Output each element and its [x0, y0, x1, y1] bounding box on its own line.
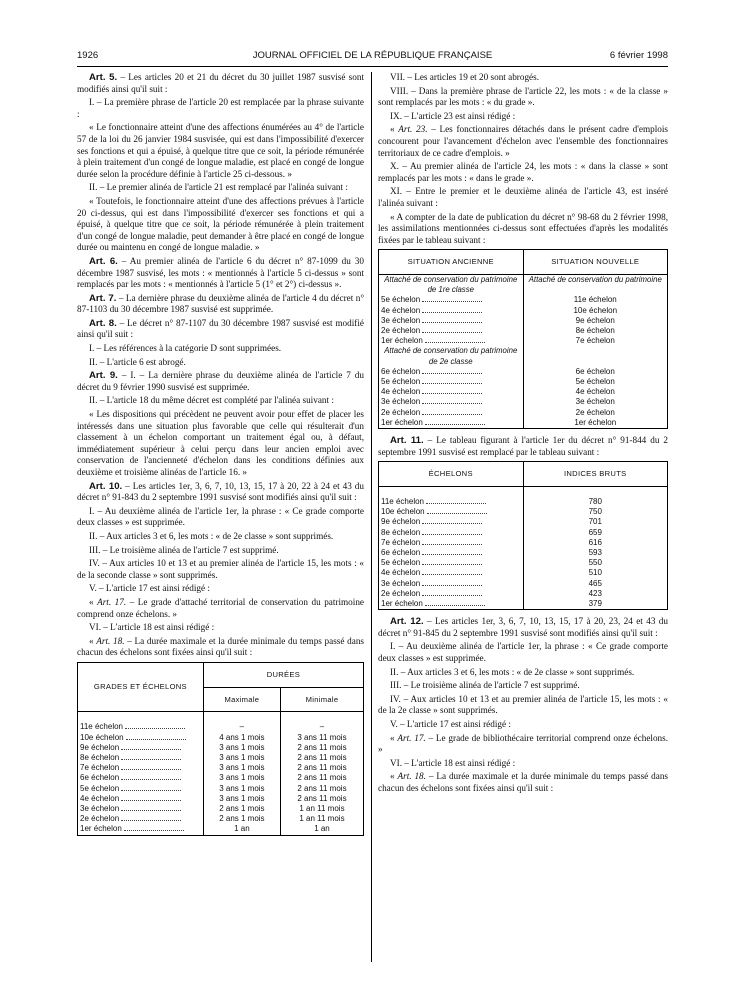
duree-min-cell: 1 an 11 mois	[280, 814, 363, 824]
leader-dots	[422, 579, 482, 586]
duree-min-cell: 2 ans 11 mois	[280, 743, 363, 753]
echelon-label: 1er échelon	[381, 336, 423, 346]
indice-cell: 550	[523, 558, 668, 568]
echelon-label: 3e échelon	[381, 315, 421, 325]
echelon-label: 3e échelon	[381, 397, 421, 407]
table-body	[78, 712, 364, 835]
duree-max-cell: 4 ans 1 mois	[203, 733, 280, 743]
journal-title: JOURNAL OFFICIEL DE LA RÉPUBLIQUE FRANÇAISE	[252, 50, 493, 61]
article-11: Art. 11. – Le tableau figurant à l'article 1er du décret n° 91-844 du 2 septembre 1991 susvisé est remplacé par le tableau suivant :	[378, 434, 668, 457]
column-header: SITUATION ANCIENNE	[379, 250, 524, 275]
paragraph: II. – Le premier alinéa de l'article 21 est remplacé par l'alinéa suivant :	[89, 182, 348, 193]
leader-dots	[126, 733, 186, 740]
echelon-cell	[78, 763, 204, 773]
paragraph: VII. – Les articles 19 et 20 sont abrogés.	[390, 72, 540, 82]
old-echelon-cell	[379, 295, 524, 305]
echelon-label: 6e échelon	[381, 366, 421, 376]
table-row	[379, 408, 668, 418]
paragraph: « Art. 23. – Les fonctionnaires détachés dans le présent cadre d'emplois concourent pour l'avancement d'échelon avec l'ensemble des fonctionnaires territoriaux de ce cadre d'emplois. »	[378, 124, 668, 158]
header-rule	[77, 66, 668, 67]
echelon-label: 1er échelon	[80, 824, 122, 834]
left-column	[77, 72, 364, 842]
paragraph: VI. – L'article 18 est ainsi rédigé :	[89, 622, 215, 633]
leader-dots	[422, 295, 482, 302]
leader-dots	[121, 804, 181, 811]
article-12: Art. 12. – Les articles 1er, 3, 6, 7, 10, 13, 15, 17 à 20, 23, 24 et 43 du décret n° 91-845 du 2 septembre 1991 susvisé sont modifiés ainsi qu'il suit :	[378, 616, 668, 638]
leader-dots	[422, 377, 482, 384]
leader-dots	[422, 326, 482, 333]
leader-dots	[422, 517, 482, 524]
echelon-label: 4e échelon	[381, 305, 421, 315]
leader-dots	[422, 558, 482, 565]
table-row	[78, 804, 364, 814]
table-row	[379, 579, 668, 589]
echelon-cell	[78, 804, 204, 814]
table-row	[379, 336, 668, 346]
duree-min-cell: 2 ans 11 mois	[280, 784, 363, 794]
echelon-cell	[78, 794, 204, 804]
leader-dots	[121, 794, 181, 801]
table-row	[379, 538, 668, 548]
leader-dots	[121, 814, 181, 821]
leader-dots	[426, 497, 486, 504]
echelon-cell	[78, 784, 204, 794]
new-echelon-cell: 4e échelon	[523, 387, 668, 397]
duree-min-cell: 3 ans 11 mois	[280, 733, 363, 743]
table-body	[379, 274, 668, 428]
old-echelon-cell	[379, 316, 524, 326]
paragraph: II. – L'article 18 du même décret est complété par l'alinéa suivant :	[89, 395, 334, 406]
leader-dots	[125, 722, 185, 729]
duree-max-cell: –	[203, 722, 280, 732]
indices-table	[378, 461, 668, 610]
column-separator	[371, 72, 372, 962]
table-row	[78, 824, 364, 835]
spacer-row	[78, 712, 364, 723]
column-header: SITUATION NOUVELLE	[523, 250, 668, 275]
table-cell	[280, 712, 363, 723]
table-row	[78, 753, 364, 763]
duree-min-cell: 2 ans 11 mois	[280, 794, 363, 804]
echelon-label: 2e échelon	[80, 814, 120, 824]
indice-cell: 379	[523, 599, 668, 610]
table-row	[379, 528, 668, 538]
leader-dots	[422, 548, 482, 555]
leader-dots	[422, 538, 482, 545]
leader-dots	[121, 743, 181, 750]
article-7: Art. 7. – La dernière phrase du deuxième alinéa de l'article 4 du décret n° 87-1103 du 30 décembre 1987 susvisé est supprimée.	[77, 292, 364, 315]
echelon-cell	[379, 568, 524, 578]
column-group-header: DURÉES	[203, 662, 363, 687]
echelon-cell	[379, 538, 524, 548]
leader-dots	[427, 507, 487, 514]
table-row	[379, 316, 668, 326]
leader-dots	[425, 418, 485, 425]
echelon-label: 2e échelon	[381, 588, 421, 598]
old-echelon-cell	[379, 418, 524, 429]
echelon-label: 5e échelon	[381, 295, 421, 305]
paragraph: VIII. – Dans la première phrase de l'article 22, les mots : « de la classe » sont remplacés par les mots : « du grade ».	[378, 85, 668, 108]
paragraph: III. – Le troisième alinéa de l'article 7 est supprimé.	[89, 544, 279, 555]
leader-dots	[121, 784, 181, 791]
echelon-label: 8e échelon	[381, 527, 421, 537]
paragraph: « Art. 17. – Le grade de bibliothécaire territorial comprend onze échelons. »	[378, 732, 669, 755]
echelon-label: 5e échelon	[80, 783, 120, 793]
echelon-label: 4e échelon	[381, 568, 421, 578]
echelon-cell	[379, 497, 524, 507]
duree-max-cell: 3 ans 1 mois	[203, 784, 280, 794]
durees-table	[77, 662, 364, 836]
echelon-cell	[78, 722, 204, 732]
duree-min-cell: 2 ans 11 mois	[280, 763, 363, 773]
table-row	[78, 743, 364, 753]
echelon-label: 1er échelon	[381, 598, 423, 608]
leader-dots	[422, 306, 482, 313]
old-echelon-cell	[379, 387, 524, 397]
old-echelon-cell	[379, 377, 524, 387]
table-row	[379, 497, 668, 507]
echelon-cell	[379, 589, 524, 599]
leader-dots	[425, 599, 485, 606]
echelon-label: 6e échelon	[80, 773, 120, 783]
table-row	[379, 306, 668, 316]
indice-cell: 750	[523, 507, 668, 517]
indice-cell: 616	[523, 538, 668, 548]
table-row	[379, 377, 668, 387]
echelon-label: 5e échelon	[381, 376, 421, 386]
echelon-cell	[78, 814, 204, 824]
duree-max-cell: 1 an	[203, 824, 280, 835]
paragraph: VI. – L'article 18 est ainsi rédigé :	[390, 757, 516, 768]
echelon-label: 7e échelon	[381, 537, 421, 547]
echelon-cell	[379, 599, 524, 610]
paragraph: « Art. 17. – Le grade d'attaché territorial de conservation du patrimoine comprend onze échelons. »	[77, 596, 364, 619]
paragraph: « Toutefois, le fonctionnaire atteint d'une des affections prévues à l'article 20 ci-dessus, qui est dans l'impossibilité d'exercer ses fonctions et qui a épuisé, à quelque titre que ce soit, la période rémunérée à plein traitement d'un congé de longue maladie, peut demander à être placé en congé de longue durée ou maintenu en congé de longue maladie. »	[77, 195, 364, 253]
duree-min-cell: 1 an 11 mois	[280, 804, 363, 814]
table-row	[78, 794, 364, 804]
echelon-label: 9e échelon	[381, 517, 421, 527]
group-label-old: Attaché de conservation du patrimoine de 1re classe	[384, 274, 518, 295]
indice-cell: 593	[523, 548, 668, 558]
echelon-label: 3e échelon	[381, 578, 421, 588]
page-number: 1926	[77, 50, 99, 61]
echelon-cell	[78, 733, 204, 743]
paragraph: II. – Aux articles 3 et 6, les mots : « de 2e classe » sont supprimés.	[390, 666, 635, 677]
table-cell	[203, 712, 280, 723]
echelon-label: 7e échelon	[80, 763, 120, 773]
leader-dots	[422, 387, 482, 394]
column-header: Minimale	[280, 687, 363, 712]
indice-cell: 465	[523, 579, 668, 589]
group-row	[379, 274, 668, 295]
article-9: Art. 9. – I. – La dernière phrase du deuxième alinéa de l'article 7 du décret du 9 février 1990 susvisé est supprimée.	[77, 370, 364, 392]
table-row	[78, 763, 364, 773]
duree-min-cell: 2 ans 11 mois	[280, 753, 363, 763]
new-echelon-cell: 3e échelon	[523, 397, 668, 407]
echelon-label: 10e échelon	[80, 732, 124, 742]
paragraph: IV. – Aux articles 10 et 13 et au premier alinéa de l'article 15, les mots : « de la seconde classe » sont supprimés.	[77, 558, 364, 580]
paragraph: V. – L'article 17 est ainsi rédigé :	[390, 718, 511, 729]
leader-dots	[422, 316, 482, 323]
echelon-cell	[379, 579, 524, 589]
table-row	[379, 517, 668, 527]
article-8: Art. 8. – Le décret n° 87-1107 du 30 décembre 1987 susvisé est modifié ainsi qu'il suit :	[77, 317, 364, 340]
echelon-cell	[78, 824, 204, 835]
new-echelon-cell: 9e échelon	[523, 316, 668, 326]
group-row	[379, 346, 668, 366]
table-cell	[379, 486, 524, 497]
column-header: Maximale	[203, 687, 280, 712]
page-header	[77, 50, 668, 64]
duree-max-cell: 3 ans 1 mois	[203, 763, 280, 773]
paragraph: III. – Le troisième alinéa de l'article 7 est supprimé.	[390, 680, 580, 691]
new-echelon-cell: 2e échelon	[523, 408, 668, 418]
echelon-label: 11e échelon	[80, 722, 123, 732]
leader-dots	[422, 528, 482, 535]
table-row	[379, 568, 668, 578]
paragraph: I. – La première phrase de l'article 20 est remplacée par la phrase suivante :	[77, 97, 364, 119]
paragraph: I. – Au deuxième alinéa de l'article 1er, la phrase : « Ce grade comporte deux classes » est supprimée.	[378, 641, 668, 663]
echelon-label: 2e échelon	[381, 407, 421, 417]
old-echelon-cell	[379, 408, 524, 418]
table-row	[379, 397, 668, 407]
echelon-cell	[379, 517, 524, 527]
table-row	[379, 558, 668, 568]
echelon-label: 1er échelon	[381, 417, 423, 427]
echelon-cell	[379, 548, 524, 558]
echelon-cell	[379, 558, 524, 568]
column-header: GRADES ET ÉCHELONS	[78, 662, 204, 711]
echelon-cell	[379, 528, 524, 538]
new-echelon-cell: 5e échelon	[523, 377, 668, 387]
article-6: Art. 6. – Au premier alinéa de l'article 6 du décret n° 87-1099 du 30 décembre 1987 susvisé, les mots : « mentionnés à l'article 5 ci-dessus » sont remplacés par les mots : « mentionnés à l'article 5 (1° et 2°) ci-dessus ».	[77, 255, 364, 290]
paragraph: « Art. 18. – La durée maximale et la durée minimale du temps passé dans chacun des échelons sont fixées ainsi qu'il suit :	[378, 771, 669, 793]
new-echelon-cell: 10e échelon	[523, 306, 668, 316]
indice-cell: 659	[523, 528, 668, 538]
table-row	[78, 722, 364, 732]
right-column	[378, 72, 668, 796]
paragraph: « Art. 18. – La durée maximale et la durée minimale du temps passé dans chacun des échelons sont fixées ainsi qu'il suit :	[77, 635, 364, 658]
old-echelon-cell	[379, 397, 524, 407]
paragraph: « A compter de la date de publication du décret n° 98-68 du 2 février 1998, les assimilations mentionnées ci-dessus sont effectuées d'après les modalités fixées par le tableau suivant :	[378, 211, 668, 245]
duree-min-cell: 2 ans 11 mois	[280, 773, 363, 783]
new-echelon-cell: 7e échelon	[523, 336, 668, 346]
indice-cell: 701	[523, 517, 668, 527]
paragraph: IV. – Aux articles 10 et 13 et au premier alinéa de l'article 15, les mots : « de la 2e classe » sont supprimés.	[378, 693, 668, 716]
table-row	[379, 295, 668, 305]
old-echelon-cell	[379, 306, 524, 316]
echelon-label: 8e échelon	[80, 752, 120, 762]
situation-table	[378, 249, 668, 429]
spacer-row	[379, 486, 668, 497]
new-echelon-cell: 6e échelon	[523, 367, 668, 377]
new-echelon-cell: 8e échelon	[523, 326, 668, 336]
paragraph: V. – L'article 17 est ainsi rédigé :	[89, 583, 210, 594]
table-row	[379, 548, 668, 558]
column-header: ÉCHELONS	[379, 462, 524, 487]
table-row	[379, 418, 668, 429]
indice-cell: 780	[523, 497, 668, 507]
leader-dots	[121, 753, 181, 760]
table-row	[379, 326, 668, 336]
empty-cell	[523, 346, 668, 366]
table-row	[78, 784, 364, 794]
leader-dots	[124, 824, 184, 831]
echelon-label: 3e échelon	[80, 803, 120, 813]
table-row	[78, 773, 364, 783]
leader-dots	[121, 773, 181, 780]
echelon-label: 6e échelon	[381, 547, 421, 557]
group-label-new: Attaché de conservation du patrimoine	[523, 274, 668, 295]
column-header: INDICES BRUTS	[523, 462, 668, 487]
new-echelon-cell: 11e échelon	[523, 295, 668, 305]
group-label-old: Attaché de conservation du patrimoine de 2e classe	[384, 346, 518, 366]
table-row	[379, 507, 668, 517]
leader-dots	[422, 397, 482, 404]
paragraph: IX. – L'article 23 est ainsi rédigé :	[390, 110, 516, 121]
new-echelon-cell: 1er échelon	[523, 418, 668, 429]
table-row	[379, 387, 668, 397]
paragraph: « Le fonctionnaire atteint d'une des affections énumérées au 4° de l'article 57 de la loi du 26 janvier 1984 susvisée, qui est dans l'impossibilité d'exercer ses fonctions et qui a épuisé, à quelque titre que ce soit, la période rémunérée à plein traitement d'un congé de longue maladie, est placé en congé de longue durée selon la procédure définie à l'article 25 ci-dessous. »	[77, 122, 364, 179]
indice-cell: 510	[523, 568, 668, 578]
duree-min-cell: –	[280, 722, 363, 732]
duree-max-cell: 3 ans 1 mois	[203, 794, 280, 804]
table-body	[379, 486, 668, 609]
table-row	[78, 814, 364, 824]
table-row	[78, 733, 364, 743]
echelon-label: 11e échelon	[381, 496, 424, 506]
duree-max-cell: 3 ans 1 mois	[203, 743, 280, 753]
echelon-label: 9e échelon	[80, 742, 120, 752]
table-cell	[78, 712, 204, 723]
echelon-label: 2e échelon	[381, 325, 421, 335]
echelon-cell	[78, 773, 204, 783]
echelon-label: 5e échelon	[381, 558, 421, 568]
leader-dots	[425, 336, 485, 343]
echelon-cell	[78, 753, 204, 763]
paragraph: I. – Au deuxième alinéa de l'article 1er, la phrase : « Ce grade comporte deux classes » est supprimée.	[77, 505, 364, 528]
echelon-label: 4e échelon	[381, 387, 421, 397]
leader-dots	[422, 408, 482, 415]
table-cell	[523, 486, 668, 497]
old-echelon-cell	[379, 367, 524, 377]
article-10: Art. 10. – Les articles 1er, 3, 6, 7, 10, 13, 15, 17 à 20, 22 à 24 et 43 du décret n° 91-843 du 2 septembre 1991 susvisé sont modifiés ainsi qu'il suit :	[77, 480, 364, 503]
duree-max-cell: 3 ans 1 mois	[203, 753, 280, 763]
table-row	[379, 599, 668, 610]
leader-dots	[422, 589, 482, 596]
leader-dots	[422, 568, 482, 575]
leader-dots	[121, 763, 181, 770]
paragraph: « Les dispositions qui précèdent ne peuvent avoir pour effet de placer les intéressés dans une situation plus favorable que celle qui résulterait d'un classement à un échelon comportant un traitement égal ou, à défaut, immédiatement supérieur à celui perçu dans leur ancien emploi avec conservation de l'ancienneté d'échelon dans les conditions définies aux deuxième et troisième alinéas de l'article 16. »	[77, 409, 364, 477]
duree-max-cell: 3 ans 1 mois	[203, 773, 280, 783]
table-row	[379, 589, 668, 599]
duree-max-cell: 2 ans 1 mois	[203, 804, 280, 814]
duree-min-cell: 1 an	[280, 824, 363, 835]
paragraph: II. – L'article 6 est abrogé.	[89, 356, 186, 367]
paragraph: X. – Au premier alinéa de l'article 24, les mots : « dans la classe » sont remplacés par les mots : « dans le grade ».	[378, 161, 668, 183]
paragraph: XI. – Entre le premier et le deuxième alinéa de l'article 43, est inséré l'alinéa suivant :	[378, 186, 668, 208]
article-5: Art. 5. – Les articles 20 et 21 du décret du 30 juillet 1987 susvisé sont modifiés ainsi qu'il suit :	[77, 72, 364, 94]
old-echelon-cell	[379, 336, 524, 346]
paragraph: I. – Les références à la catégorie D sont supprimées.	[89, 343, 282, 354]
echelon-cell	[78, 743, 204, 753]
duree-max-cell: 2 ans 1 mois	[203, 814, 280, 824]
paragraph: II. – Aux articles 3 et 6, les mots : « de 2e classe » sont supprimés.	[89, 530, 334, 541]
leader-dots	[422, 367, 482, 374]
echelon-label: 4e échelon	[80, 793, 120, 803]
table-row	[379, 367, 668, 377]
echelon-cell	[379, 507, 524, 517]
old-echelon-cell	[379, 326, 524, 336]
issue-date: 6 février 1998	[609, 50, 668, 61]
indice-cell: 423	[523, 589, 668, 599]
echelon-label: 10e échelon	[381, 507, 425, 517]
